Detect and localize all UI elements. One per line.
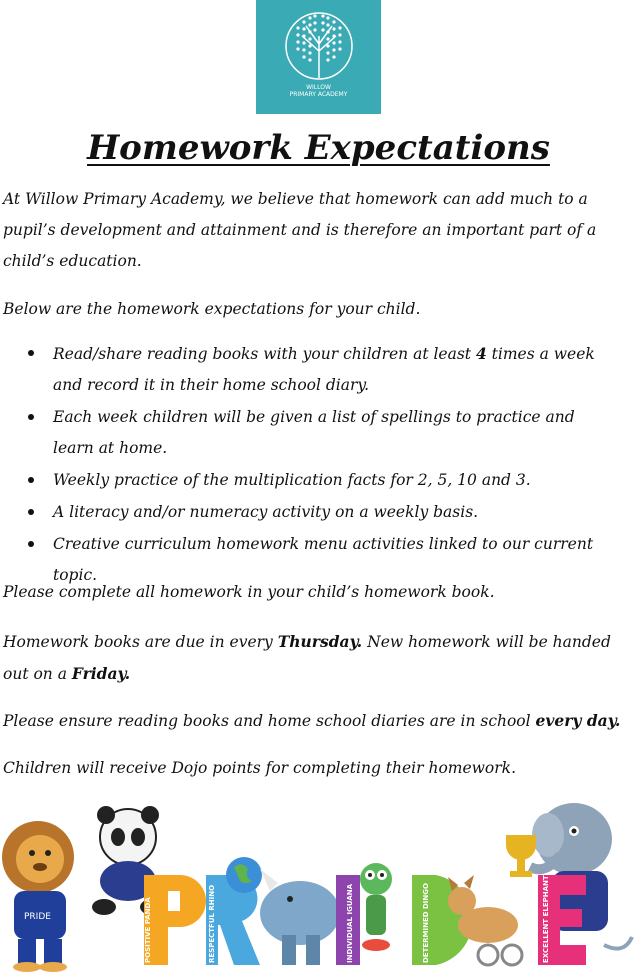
due-mid: New homework will be handed out on a xyxy=(3,633,611,683)
page-title: Homework Expectations xyxy=(87,128,550,168)
iguana-icon xyxy=(360,863,392,951)
due-day-friday: Friday. xyxy=(71,664,131,683)
lion-shirt-text: PRIDE xyxy=(24,912,51,922)
list-item: Weekly practice of the multiplication facts for 2, 5, 10 and 3. xyxy=(0,465,637,496)
school-logo xyxy=(256,0,381,114)
list-item: Each week children will be given a list of spellings to practice and learn at home. xyxy=(0,402,637,464)
complete-paragraph: Please complete all homework in your child’s homework book. xyxy=(3,583,495,601)
dojo-paragraph: Children will receive Dojo points for completing their homework. xyxy=(3,759,516,777)
globe-icon xyxy=(226,857,262,893)
pride-value-panda: POSITIVE PANDA xyxy=(144,897,152,963)
pride-banner xyxy=(0,795,637,972)
pride-value-rhino: RESPECTFUL RHINO xyxy=(208,884,216,963)
pride-value-iguana: INDIVIDUAL IGUANA xyxy=(346,883,354,963)
pride-value-dingo: DETERMINED DINGO xyxy=(422,883,430,963)
pride-value-elephant: EXCELLENT ELEPHANT xyxy=(542,875,550,963)
bullet-1-pre: Read/share reading books with your children at least xyxy=(53,345,476,363)
logo-line-1: WILLOW xyxy=(306,84,331,91)
rhino-icon xyxy=(260,869,340,965)
bullet-1-bold: 4 xyxy=(475,344,487,363)
ensure-pre: Please ensure reading books and home school diaries are in school xyxy=(3,712,536,730)
list-item: A literacy and/or numeracy activity on a weekly basis. xyxy=(0,497,637,528)
logo-text xyxy=(290,84,348,98)
ensure-bold: every day. xyxy=(535,711,621,730)
list-item: Creative curriculum homework menu activities linked to our current topic. xyxy=(0,529,637,591)
due-pre: Homework books are due in every xyxy=(3,633,278,651)
pride-letter-p xyxy=(144,875,206,965)
intro-paragraph: At Willow Primary Academy, we believe that homework can add much to a pupil’s development and attainment and is therefore an important part of a child’s education. xyxy=(3,190,597,270)
logo-line-2: PRIMARY ACADEMY xyxy=(289,91,348,98)
due-paragraph xyxy=(3,626,635,690)
bullet-1-post: times a week and record it in their home school diary. xyxy=(53,345,595,394)
willow-tree-icon xyxy=(284,6,354,86)
expectations-intro: Below are the homework expectations for your child. xyxy=(3,300,421,318)
lion-icon xyxy=(2,821,74,972)
list-item xyxy=(0,338,637,401)
due-day-thursday: Thursday. xyxy=(277,632,363,651)
ensure-paragraph xyxy=(3,705,635,737)
expectations-list xyxy=(0,338,637,592)
